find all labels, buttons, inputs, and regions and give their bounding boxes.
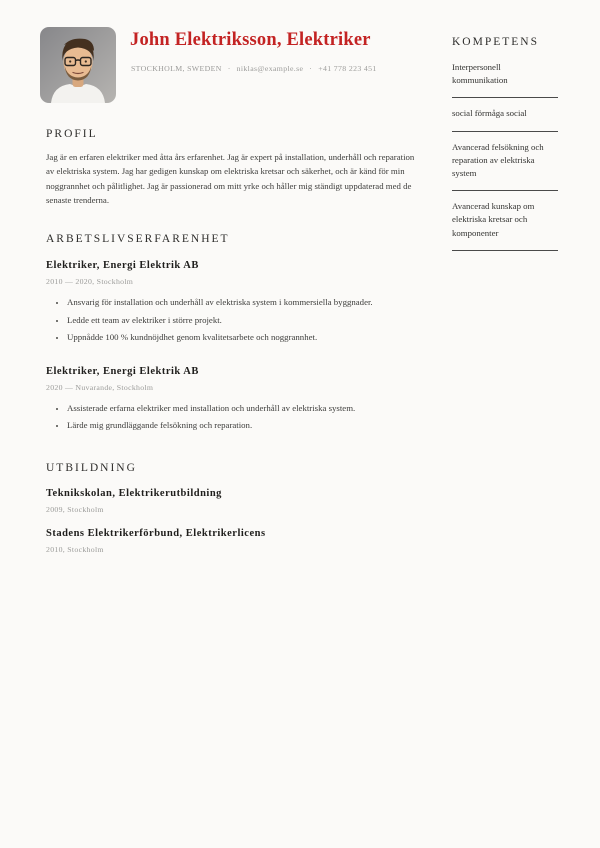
skills-section-title: KOMPETENS: [452, 36, 540, 48]
education-school: Stadens Elektrikerförbund, Elektrikerlicens: [46, 528, 266, 540]
job-bullet: • Assisterade erfarna elektriker med installation och underhåll av elektriska system.: [67, 402, 422, 415]
job-bullet-list: [46, 296, 422, 345]
job-meta: 2010 — 2020, Stockholm: [46, 277, 134, 286]
profile-text: Jag är en erfaren elektriker med åtta års erfarenhet. Jag är expert på installation, underhåll och reparation av elektriska system. Jag har gedigen kunskap om elektriska kretsar och säkerhet, och är känd för min noggrannhet och pålitlighet. Jag är passionerad om mitt yrke och håller mig ständigt uppdaterad med de senaste trenderna.: [46, 152, 415, 205]
job-entry: [46, 366, 422, 433]
contact-separator: ·: [227, 64, 231, 73]
education-school: Teknikskolan, Elektrikerutbildning: [46, 488, 222, 500]
contact-separator: ·: [309, 64, 313, 73]
education-entry: [46, 528, 422, 554]
resume-body: [46, 128, 422, 554]
job-role: Elektriker, Energi Elektrik AB: [46, 365, 199, 377]
skill-item: Avancerad felsökning och reparation av elektriska system: [452, 132, 558, 192]
contact-line: [131, 64, 377, 73]
education-meta: 2010, Stockholm: [46, 545, 104, 555]
profile-section: [46, 128, 422, 207]
job-bullet: • Uppnådde 100 % kundnöjdhet genom kvalitetsarbete och noggrannhet.: [67, 331, 422, 344]
candidate-name: John Elektriksson, Elektriker: [130, 30, 371, 50]
man-portrait-illustration: [40, 27, 116, 103]
skill-item: Interpersonell kommunikation: [452, 52, 558, 98]
education-section: [46, 462, 422, 554]
education-section-title: UTBILDNING: [46, 462, 137, 475]
job-bullet-list: [46, 402, 422, 433]
profile-photo: [40, 27, 116, 103]
job-bullet: • Lärde mig grundläggande felsökning och reparation.: [67, 419, 422, 432]
profile-section-title: PROFIL: [46, 128, 98, 140]
contact-phone: +41 778 223 451: [318, 64, 377, 73]
education-entry: [46, 488, 422, 514]
job-meta: 2020 — Nuvarande, Stockholm: [46, 382, 154, 392]
experience-section-title: ARBETSLIVSERFARENHET: [46, 233, 230, 245]
contact-location: STOCKHOLM, SWEDEN: [131, 64, 222, 73]
skill-item: social förmåga social: [452, 98, 558, 131]
job-bullet: • Ansvarig för installation och underhåll av elektriska system i kommersiella byggnader.: [67, 296, 422, 309]
skill-item: Avancerad kunskap om elektriska kretsar och komponenter: [452, 191, 558, 251]
skills-sidebar: [452, 36, 558, 251]
experience-section: [46, 233, 422, 432]
job-entry: [46, 260, 422, 345]
job-bullet: • Ledde ett team av elektriker i större projekt.: [67, 314, 422, 327]
education-meta: 2009, Stockholm: [46, 505, 104, 515]
contact-email: niklas@example.se: [236, 64, 304, 73]
job-role: Elektriker, Energi Elektrik AB: [46, 260, 199, 271]
